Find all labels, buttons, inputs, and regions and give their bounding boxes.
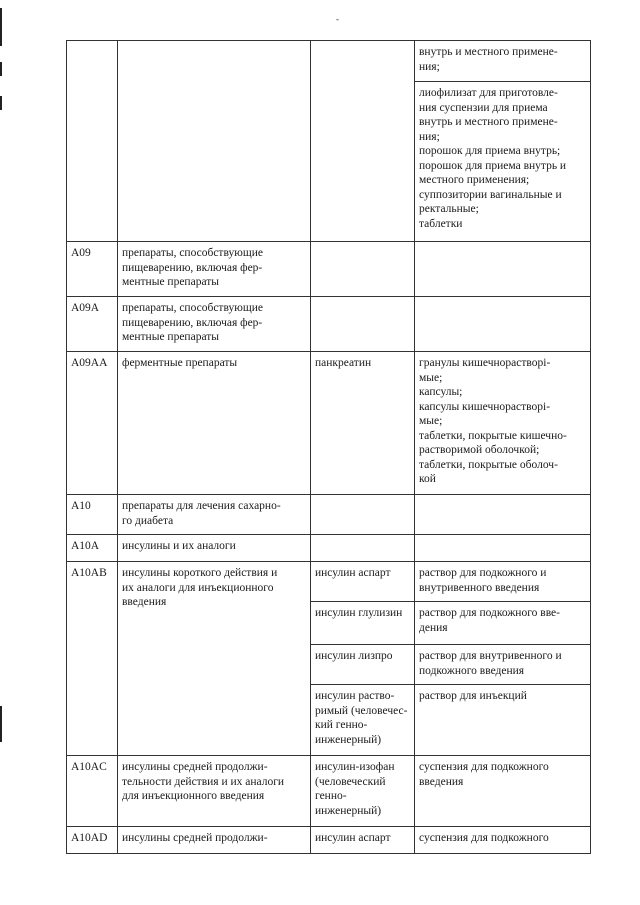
drug-table xyxy=(66,40,591,854)
dosage-form-cell: лиофилизат для приготовле- ния суспензии для приема внутрь и местного примене- ния; порошок для приема внутрь; порошок для приема внутрь и местного применения; суппозитории вагинальные и ректальные; таблетки xyxy=(415,82,591,242)
group-cell: препараты, способствующие пищеварению, включая фер- ментные препараты xyxy=(118,242,311,297)
drug-name-cell xyxy=(311,242,415,297)
atc-code-cell: A10A xyxy=(67,535,118,562)
atc-code-cell: A10AC xyxy=(67,756,118,827)
margin-tick xyxy=(0,96,2,110)
table-row xyxy=(67,756,591,827)
atc-code-cell: A10AB xyxy=(67,562,118,756)
drug-name-cell: инсулин глулизин xyxy=(311,602,415,645)
group-cell: инсулины средней продолжи- xyxy=(118,827,311,854)
table-row xyxy=(67,352,591,495)
group-cell: инсулины и их аналоги xyxy=(118,535,311,562)
dosage-form-cell: гранулы кишечнорастворі- мые; капсулы; капсулы кишечнорастворі- мые; таблетки, покрытые кишечно- растворимой оболочкой; таблетки, покрытые оболоч- кой xyxy=(415,352,591,495)
dosage-form-cell: внутрь и местного примене- ния; xyxy=(415,41,591,82)
margin-tick xyxy=(0,62,2,76)
group-cell: инсулины средней продолжи- тельности действия и их аналоги для инъекционного введения xyxy=(118,756,311,827)
margin-tick xyxy=(0,8,2,46)
dosage-form-cell: суспензия для подкожного xyxy=(415,827,591,854)
table-row xyxy=(67,827,591,854)
dosage-form-cell xyxy=(415,242,591,297)
drug-name-cell xyxy=(311,495,415,535)
table-row xyxy=(67,495,591,535)
drug-name-cell: инсулин раство- римый (человечес- кий генно- инженерный) xyxy=(311,685,415,756)
dosage-form-cell: раствор для внутривенного и подкожного введения xyxy=(415,645,591,685)
table-row xyxy=(67,297,591,352)
dosage-form-cell: раствор для подкожного и внутривенного введения xyxy=(415,562,591,602)
drug-name-cell xyxy=(311,535,415,562)
group-cell: инсулины короткого действия и их аналоги для инъекционного введения xyxy=(118,562,311,756)
group-cell: препараты, способствующие пищеварению, включая фер- ментные препараты xyxy=(118,297,311,352)
dosage-form-cell xyxy=(415,535,591,562)
table-row xyxy=(67,535,591,562)
drug-name-cell: инсулин аспарт xyxy=(311,827,415,854)
atc-code-cell: A10 xyxy=(67,495,118,535)
dosage-form-cell: суспензия для подкожного введения xyxy=(415,756,591,827)
atc-code-cell: A09 xyxy=(67,242,118,297)
dosage-form-cell: раствор для инъекций xyxy=(415,685,591,756)
dosage-form-cell: раствор для подкожного вве- дения xyxy=(415,602,591,645)
atc-code-cell xyxy=(67,41,118,242)
dosage-form-cell xyxy=(415,495,591,535)
group-cell: ферментные препараты xyxy=(118,352,311,495)
drug-name-cell: панкреатин xyxy=(311,352,415,495)
table-row xyxy=(67,562,591,602)
atc-code-cell: A09AA xyxy=(67,352,118,495)
table-row xyxy=(67,41,591,82)
drug-name-cell: инсулин аспарт xyxy=(311,562,415,602)
atc-code-cell: A09A xyxy=(67,297,118,352)
drug-name-cell xyxy=(311,297,415,352)
group-cell xyxy=(118,41,311,242)
page-mark: - xyxy=(336,14,339,24)
atc-code-cell: A10AD xyxy=(67,827,118,854)
margin-tick xyxy=(0,706,2,742)
drug-name-cell xyxy=(311,41,415,242)
dosage-form-cell xyxy=(415,297,591,352)
drug-name-cell: инсулин лизпро xyxy=(311,645,415,685)
table-row xyxy=(67,242,591,297)
group-cell: препараты для лечения сахарно- го диабета xyxy=(118,495,311,535)
drug-name-cell: инсулин-изофан (человеческий генно- инженерный) xyxy=(311,756,415,827)
